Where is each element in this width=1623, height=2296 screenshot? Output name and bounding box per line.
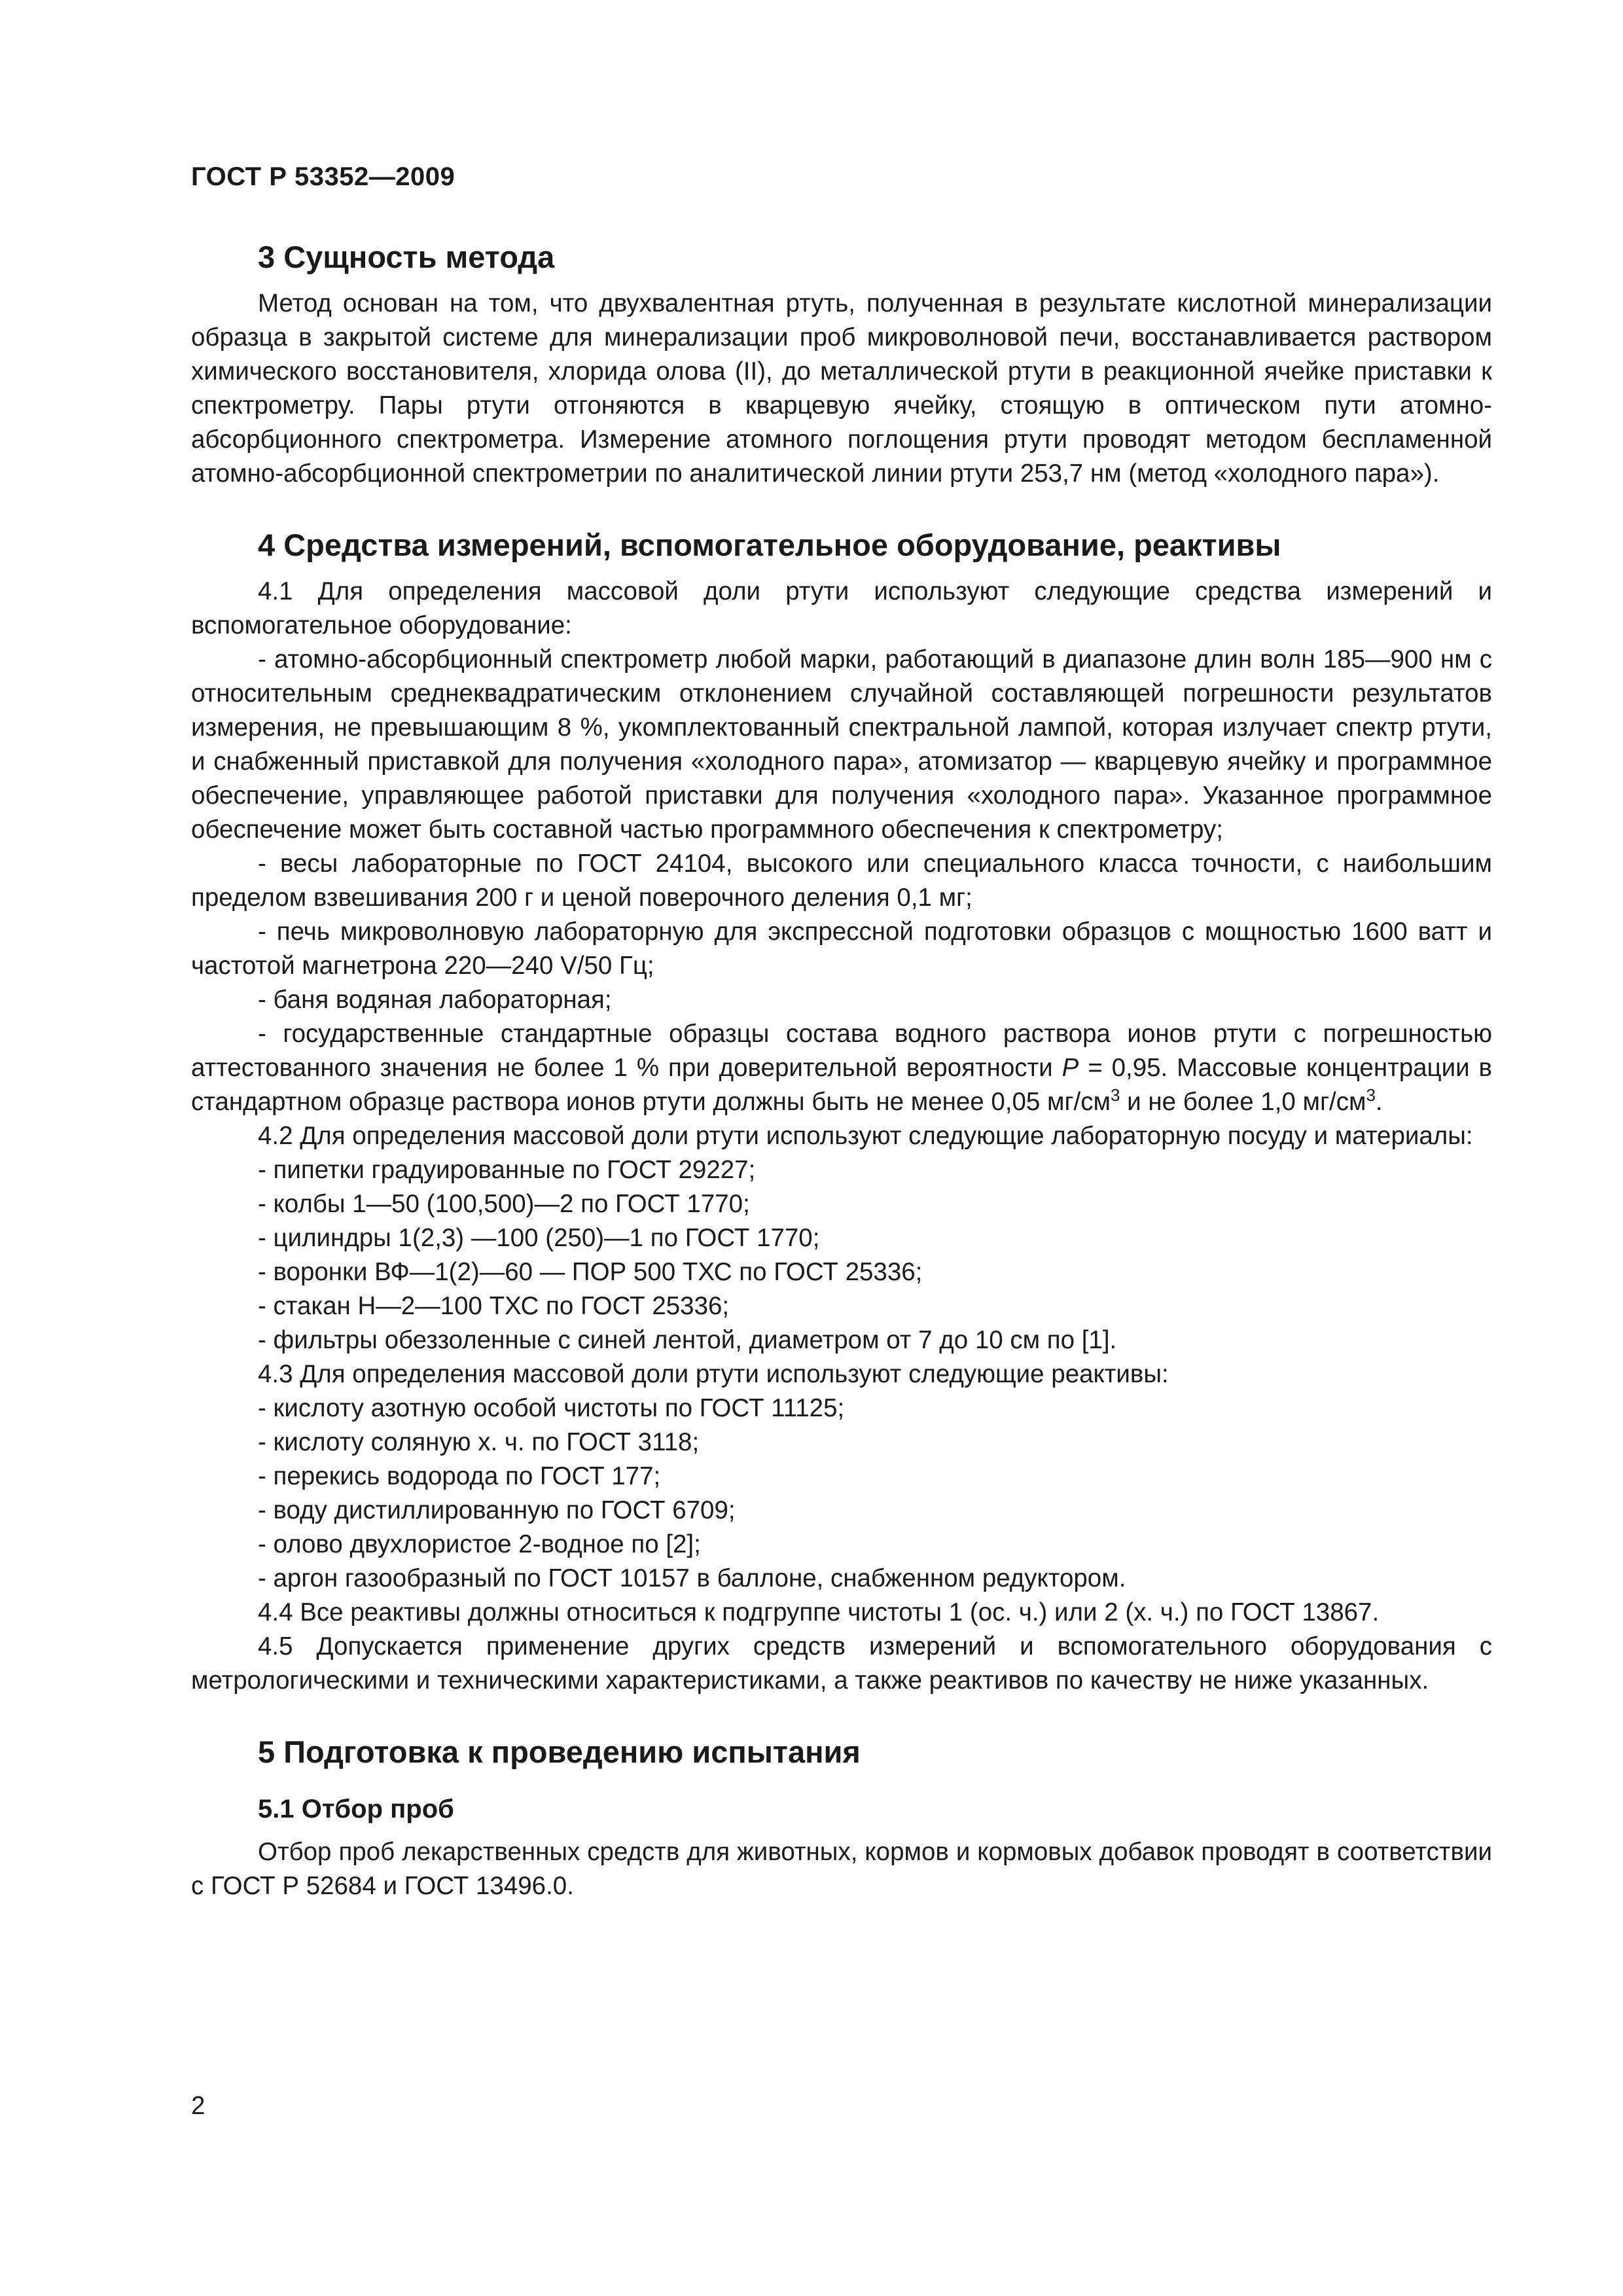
section-3-text: Метод основан на том, что двухвалентная ртуть, полученная в результате кислотной минерализации образца в закрытой системе для минерализации проб микроволновой печи, восстанавливается раствором химического восстановителя, хлорида олова (II), до металлической ртути в реакционной ячейке приставки к спектрометру. Пары ртути отгоняются в кварцевую ячейку, стоящую в оптическом пути атомно-абсорбционного спектрометра. Измерение атомного поглощения ртути проводят методом беспламенной атомно-абсорбционной спектрометрии по аналитической линии ртути 253,7 нм (метод «холодного пара»). <box>191 289 1492 488</box>
list-item-glassware: - стакан Н—2—100 ТХС по ГОСТ 25336; <box>258 1292 730 1320</box>
section-5-title: 5 Подготовка к проведению испытания <box>258 1734 861 1769</box>
paragraph-4-2: 4.2 Для определения массовой доли ртути используют следующие лабораторную посуду и материалы: <box>258 1122 1473 1150</box>
list-item-glassware: - пипетки градуированные по ГОСТ 29227; <box>258 1156 756 1184</box>
unit-exponent: 3 <box>1366 1085 1376 1105</box>
subsection-5-1-text: Отбор проб лекарственных средств для животных, кормов и кормовых добавок проводят в соответствии с ГОСТ Р 52684 и ГОСТ 13496.0. <box>191 1838 1492 1900</box>
standard-samples-text-1: - государственные стандартные образцы состава водного раствора ионов ртути с погрешностью аттестованного значения не более 1 % при доверительной вероятности <box>191 1020 1492 1082</box>
standard-samples-text-4: . <box>1375 1088 1383 1116</box>
list-item-equipment: - баня водяная лабораторная; <box>258 986 612 1014</box>
list-item-reagent: - кислоту соляную х. ч. по ГОСТ 3118; <box>258 1428 700 1456</box>
list-item-standard-samples <box>191 1017 1492 1119</box>
paragraph-4-4: 4.4 Все реактивы должны относиться к подгруппе чистоты 1 (ос. ч.) или 2 (х. ч.) по ГОСТ 13867. <box>258 1598 1380 1626</box>
list-item-reagent: - олово двухлористое 2-водное по [2]; <box>258 1530 701 1558</box>
standard-samples-text-2: = 0,95. Массовые концентрации в стандартном образце раствора ионов ртути должны быть не менее 0,05 мг/см <box>191 1054 1492 1116</box>
list-item-glassware: - фильтры обеззоленные с синей лентой, диаметром от 7 до 10 см по [1]. <box>258 1326 1117 1354</box>
list-item-reagent: - перекись водорода по ГОСТ 177; <box>258 1462 661 1490</box>
list-item-equipment: - весы лабораторные по ГОСТ 24104, высокого или специального класса точности, с наибольшим пределом взвешивания 200 г и ценой поверочного деления 0,1 мг; <box>191 850 1492 912</box>
paragraph-4-3: 4.3 Для определения массовой доли ртути используют следующие реактивы: <box>258 1360 1169 1388</box>
subsection-5-1-title: 5.1 Отбор проб <box>258 1795 454 1823</box>
list-item-reagent: - аргон газообразный по ГОСТ 10157 в баллоне, снабженном редуктором. <box>258 1564 1126 1592</box>
list-item-glassware: - воронки ВФ—1(2)—60 — ПОР 500 ТХС по ГОСТ 25336; <box>258 1258 923 1286</box>
list-item-glassware: - цилиндры 1(2,3) —100 (250)—1 по ГОСТ 1770; <box>258 1224 820 1252</box>
list-item-reagent: - воду дистиллированную по ГОСТ 6709; <box>258 1496 736 1524</box>
list-item-glassware: - колбы 1—50 (100,500)—2 по ГОСТ 1770; <box>258 1190 750 1218</box>
document-code: ГОСТ Р 53352—2009 <box>191 162 455 191</box>
paragraph-4-5: 4.5 Допускается применение других средств измерений и вспомогательного оборудования с метрологическими и техническими характеристиками, а также реактивов по качеству не ниже указанных. <box>191 1632 1492 1695</box>
section-4-title: 4 Средства измерений, вспомогательное оборудование, реактивы <box>258 528 1281 562</box>
section-3-title: 3 Сущность метода <box>258 240 555 274</box>
page-content <box>191 237 1492 1903</box>
list-item-equipment: - печь микроволновую лабораторную для экспрессной подготовки образцов с мощностью 1600 ватт и частотой магнетрона 220—240 V/50 Гц; <box>191 918 1492 980</box>
standard-samples-text-3: и не более 1,0 мг/см <box>1120 1088 1366 1116</box>
list-item-reagent: - кислоту азотную особой чистоты по ГОСТ 11125; <box>258 1394 845 1422</box>
list-item-equipment: - атомно-абсорбционный спектрометр любой марки, работающий в диапазоне длин волн 185—900 нм с относительным среднеквадратическим отклонением случайной составляющей погрешности результатов измерения, не превышающим 8 %, укомплектованный спектральной лампой, которая излучает спектр ртути, и снабженный приставкой для получения «холодного пара», атомизатор — кварцевую ячейку и программное обеспечение, управляющее работой приставки для получения «холодного пара». Указанное программное обеспечение может быть составной частью программного обеспечения к спектрометру; <box>191 645 1492 844</box>
unit-exponent: 3 <box>1110 1085 1120 1105</box>
paragraph-4-1: 4.1 Для определения массовой доли ртути используют следующие средства измерений и вспомогательное оборудование: <box>191 577 1492 639</box>
probability-symbol: P <box>1061 1054 1079 1082</box>
page-number: 2 <box>191 2092 205 2120</box>
